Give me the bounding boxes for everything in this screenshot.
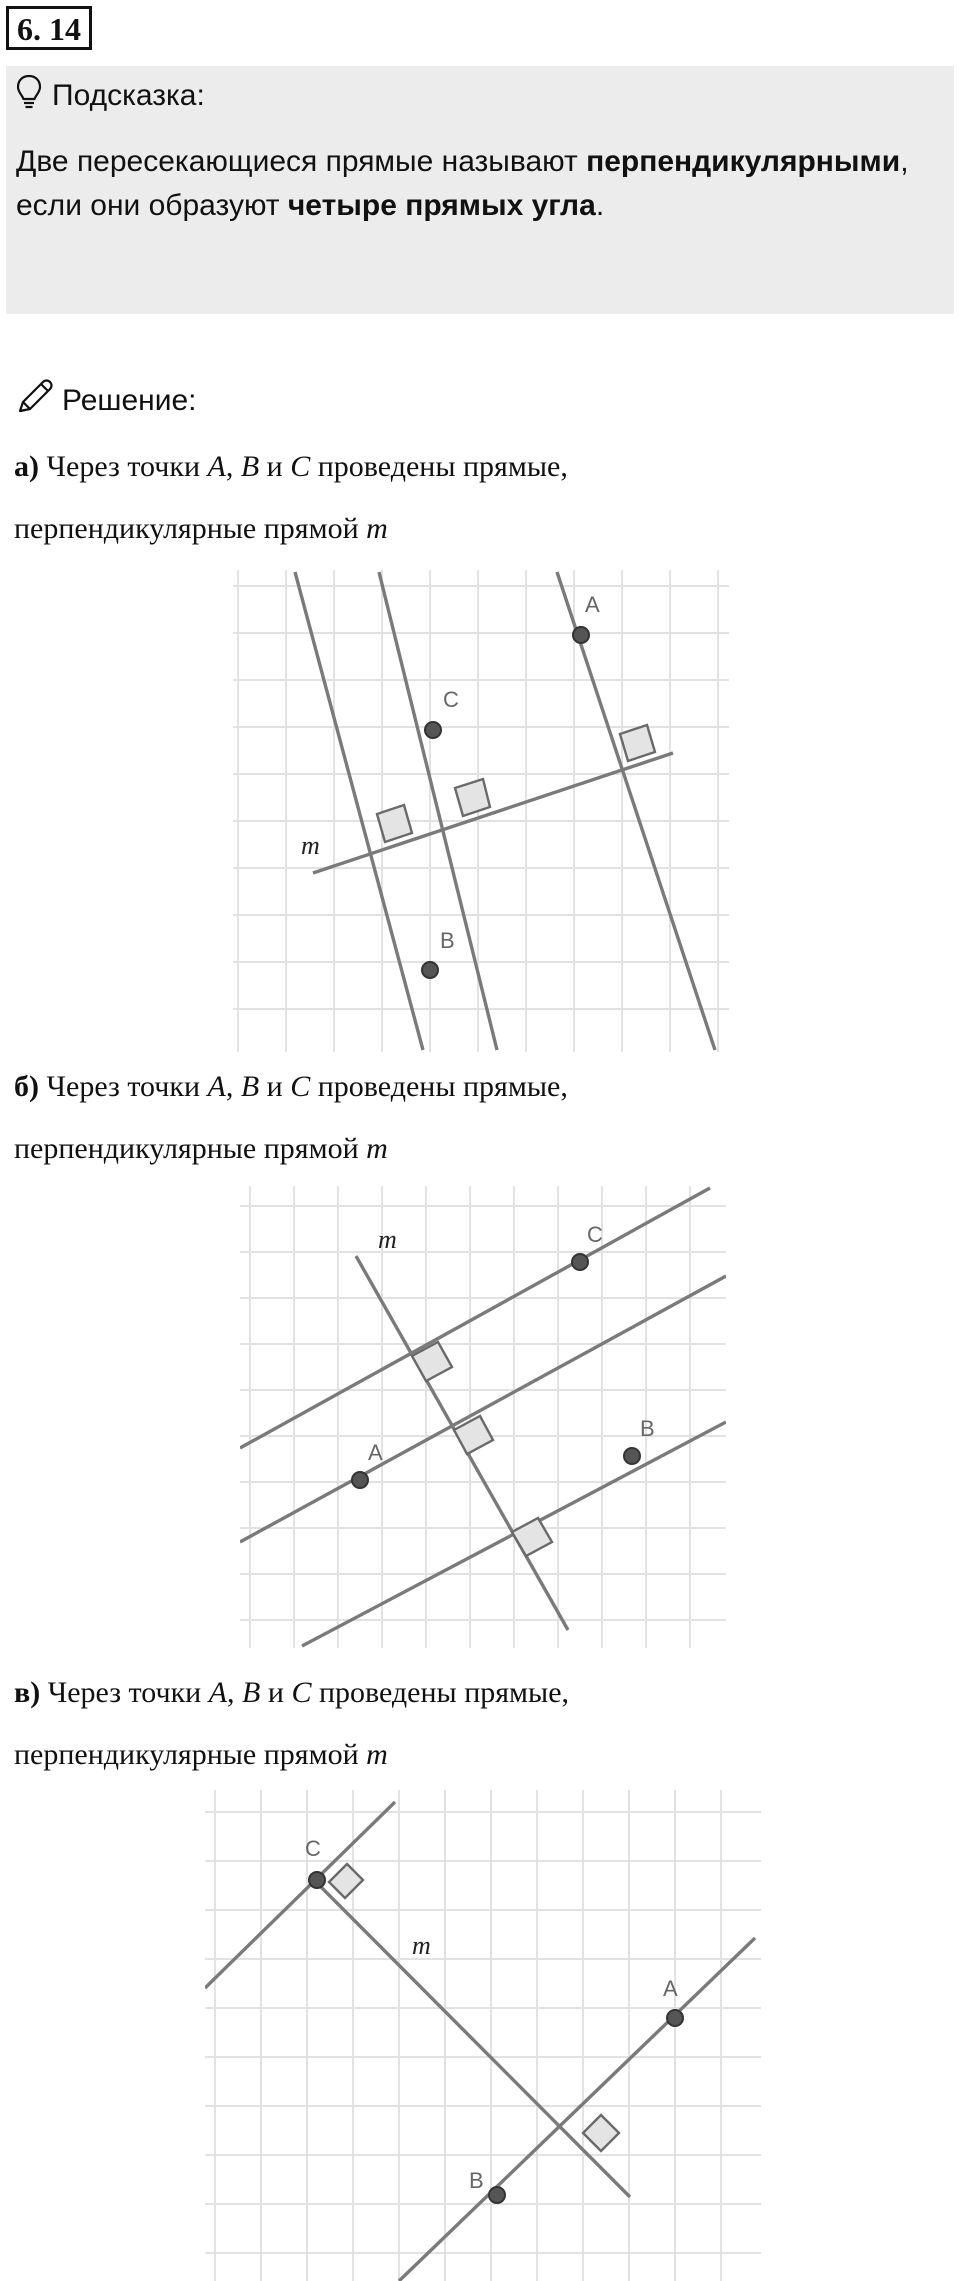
hint-text-part: , если они образуют <box>16 145 909 222</box>
hint-text-part: Две пересекающиеся прямые называют <box>16 145 587 178</box>
point-a-label: A <box>368 1440 383 1465</box>
point-c <box>572 1254 588 1270</box>
point-c-label: C <box>443 687 459 712</box>
part-text: проведены прямые, <box>310 450 568 483</box>
perpendicular-through-c <box>205 1802 395 1988</box>
point-c <box>425 722 441 738</box>
part-text: перпендикулярные прямой <box>14 1738 367 1771</box>
part-c-line1 <box>14 1676 569 1710</box>
hint-term-perpendicular: перпендикулярными <box>586 145 901 178</box>
point-c <box>309 1872 325 1888</box>
part-text: Через точки <box>40 1676 209 1709</box>
part-b-line2 <box>14 1132 388 1166</box>
point-b-label: B <box>640 1416 655 1441</box>
part-b-line1 <box>14 1070 568 1104</box>
point-a <box>573 627 589 643</box>
right-angle-mark <box>512 1518 552 1556</box>
figure-c <box>205 1790 761 2281</box>
point-name: C <box>291 1676 312 1709</box>
right-angle-mark <box>329 1864 363 1898</box>
point-a <box>667 2010 683 2026</box>
point-a <box>352 1472 368 1488</box>
point-c-label: C <box>305 1836 321 1861</box>
hint-term-four-right-angles: четыре прямых угла <box>287 189 596 222</box>
solution-header <box>14 378 196 424</box>
pencil-icon <box>14 377 54 425</box>
right-angle-mark <box>583 2115 619 2151</box>
part-text: , <box>225 450 241 483</box>
point-name: B <box>240 450 260 483</box>
point-a-label: A <box>663 1976 678 2001</box>
part-a-label: а) <box>14 450 39 483</box>
lightbulb-icon <box>16 74 42 118</box>
line-m-label: m <box>412 1931 431 1960</box>
right-angle-mark <box>455 779 490 816</box>
part-text: Через точки <box>39 1070 208 1103</box>
point-c-label: C <box>587 1222 603 1247</box>
point-b-label: B <box>469 2168 484 2193</box>
hint-box <box>6 66 954 314</box>
hint-text <box>16 140 936 228</box>
line-m-label: m <box>301 831 320 860</box>
hint-header <box>16 76 205 116</box>
part-a-line2 <box>14 512 388 546</box>
part-text: и <box>259 450 291 483</box>
line-name: m <box>366 512 388 545</box>
point-b <box>624 1448 640 1464</box>
part-text: Через точки <box>39 450 208 483</box>
line-m-label: m <box>378 1225 397 1254</box>
figure-b <box>240 1186 726 1648</box>
point-name: A <box>207 1070 226 1103</box>
hint-text-part: . <box>595 189 605 222</box>
part-text: , <box>225 1070 241 1103</box>
part-b-label: б) <box>14 1070 39 1103</box>
part-text: проведены прямые, <box>311 1676 570 1709</box>
line-name: m <box>366 1132 388 1165</box>
part-a-line1 <box>14 450 568 484</box>
right-angle-mark <box>620 725 655 761</box>
figure-c-grid <box>205 1790 761 2281</box>
part-text: и <box>259 1070 291 1103</box>
line-m <box>313 753 673 873</box>
point-name: C <box>290 1070 311 1103</box>
part-text: перпендикулярные прямой <box>14 1132 367 1165</box>
point-name: C <box>290 450 311 483</box>
part-c-label: в) <box>14 1676 41 1709</box>
point-b-label: B <box>440 928 455 953</box>
part-c-line2 <box>14 1738 388 1772</box>
point-b <box>489 2187 505 2203</box>
part-text: перпендикулярные прямой <box>14 512 367 545</box>
figure-a <box>233 570 729 1052</box>
point-name: A <box>208 1676 228 1709</box>
point-name: B <box>240 1070 260 1103</box>
solution-title: Решение: <box>62 384 197 417</box>
part-text: проведены прямые, <box>310 1070 568 1103</box>
point-b <box>422 962 438 978</box>
perpendicular-through-a-b <box>399 1938 755 2281</box>
perpendicular-through-c <box>240 1188 710 1448</box>
line-name: m <box>366 1738 388 1771</box>
point-a-label: A <box>585 592 600 617</box>
part-text: , <box>227 1676 243 1709</box>
part-text: и <box>260 1676 292 1709</box>
point-name: B <box>242 1676 261 1709</box>
hint-title: Подсказка: <box>52 79 205 112</box>
task-number: 6. 14 <box>6 6 92 50</box>
point-name: A <box>207 450 226 483</box>
